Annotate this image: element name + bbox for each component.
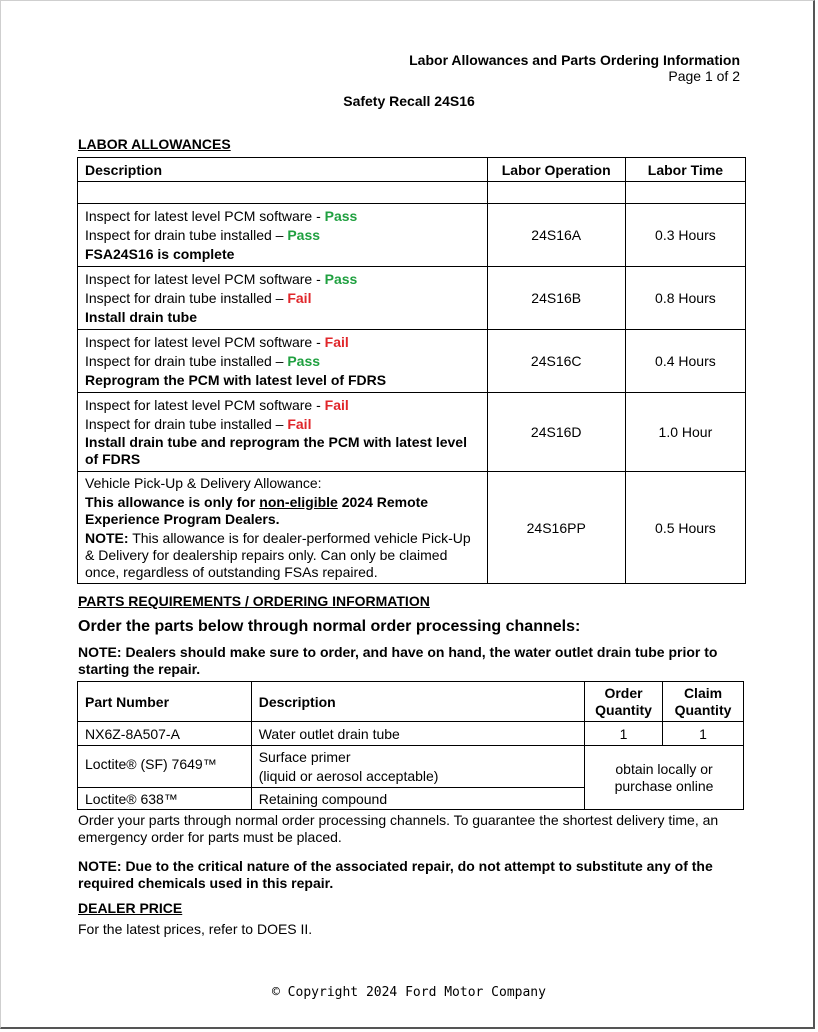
col-claim-quantity: Claim Quantity [663,682,744,722]
parts-row [78,746,744,788]
claim-quantity: 1 [663,722,744,746]
critical-note: NOTE: Due to the critical nature of the associated repair, do not attempt to substitute any of the required chemicals used in this repair. [78,858,713,891]
obtain-locally: obtain locally or purchase online [585,746,744,810]
pickup-title: Vehicle Pick-Up & Delivery Allowance: [85,474,322,491]
labor-action: Install drain tube and reprogram the PCM with latest level of FDRS [85,434,467,467]
labor-time: 0.8 Hours [625,267,745,330]
labor-time: 1.0 Hour [625,393,745,472]
parts-table [77,681,744,810]
result-pass: Pass [287,352,321,369]
labor-operation: 24S16D [487,393,625,472]
part-description-detail: (liquid or aerosol acceptable) [258,767,439,784]
labor-row: Inspect for latest level PCM software - Fail Inspect for drain tube installed – Pass Reprogram the PCM with latest level of FDRS 24S16C 0.4 Hours [78,330,746,393]
parts-row [78,722,744,746]
col-description: Description [78,158,488,182]
result-fail: Fail [324,333,349,350]
part-number: Loctite® 638™ [78,788,252,810]
labor-time: 0.4 Hours [625,330,745,393]
result-pass: Pass [324,270,358,287]
result-fail: Fail [287,416,312,432]
dealer-price-text: For the latest prices, refer to DOES II. [78,921,313,937]
parts-note: NOTE: Dealers should make sure to order, and have on hand, the water outlet drain tube prior to starting the repair. [78,644,718,677]
part-description: Water outlet drain tube [251,722,584,746]
document-title: Labor Allowances and Parts Ordering Information [409,52,740,68]
part-description: Retaining compound [251,788,584,810]
copyright: © Copyright 2024 Ford Motor Company [272,985,546,1000]
pickup-note: NOTE: This allowance is for dealer-performed vehicle Pick-Up & Delivery for dealership repairs only. Can only be claimed once, regardless of outstanding FSAs repaired. [85,529,471,580]
recall-title: Safety Recall 24S16 [343,93,475,109]
part-number: NX6Z-8A507-A [78,722,252,746]
parts-header-row [78,682,744,722]
page-number: Page 1 of 2 [668,68,740,84]
labor-time: 0.5 Hours [625,472,745,584]
pickup-eligibility: This allowance is only for non-eligible 2024 Remote Experience Program Dealers. [85,493,429,527]
labor-header-row [78,158,746,182]
labor-time: 0.3 Hours [625,204,745,267]
labor-row: Inspect for latest level PCM software - Fail Inspect for drain tube installed – Fail Install drain tube and reprogram the PCM with latest level of FDRS 24S16D 1.0 Hour [78,393,746,472]
labor-action: Reprogram the PCM with latest level of FDRS [85,371,387,388]
labor-row: Inspect for latest level PCM software - Pass Inspect for drain tube installed – Fail Install drain tube 24S16B 0.8 Hours [78,267,746,330]
pickup-row [78,472,746,584]
part-description: Surface primer [258,748,351,765]
parts-subheading: Order the parts below through normal order processing channels: [78,618,581,635]
result-fail: Fail [324,397,349,413]
col-part-number: Part Number [78,682,252,722]
result-pass: Pass [287,226,321,243]
labor-operation: 24S16PP [487,472,625,584]
col-description: Description [251,682,584,722]
labor-allowances-heading: LABOR ALLOWANCES [78,136,231,152]
col-labor-operation: Labor Operation [487,158,625,182]
col-labor-time: Labor Time [625,158,745,182]
parts-heading: PARTS REQUIREMENTS / ORDERING INFORMATION [78,593,430,609]
labor-action: FSA24S16 is complete [85,245,235,262]
labor-action: Install drain tube [85,308,198,325]
dealer-price-heading: DEALER PRICE [78,900,183,916]
document-header [409,52,740,84]
labor-operation: 24S16B [487,267,625,330]
part-number: Loctite® (SF) 7649™ [78,746,252,788]
labor-operation: 24S16A [487,204,625,267]
col-order-quantity: Order Quantity [585,682,663,722]
order-quantity: 1 [585,722,663,746]
labor-table [77,157,746,584]
labor-operation: 24S16C [487,330,625,393]
labor-empty-row [78,182,746,204]
labor-row: Inspect for latest level PCM software - Pass Inspect for drain tube installed – Pass FSA24S16 is complete 24S16A 0.3 Hours [78,204,746,267]
order-instructions: Order your parts through normal order processing channels. To guarantee the shortest delivery time, an emergency order for parts must be placed. [78,812,719,845]
result-pass: Pass [324,207,358,224]
result-fail: Fail [287,289,312,306]
